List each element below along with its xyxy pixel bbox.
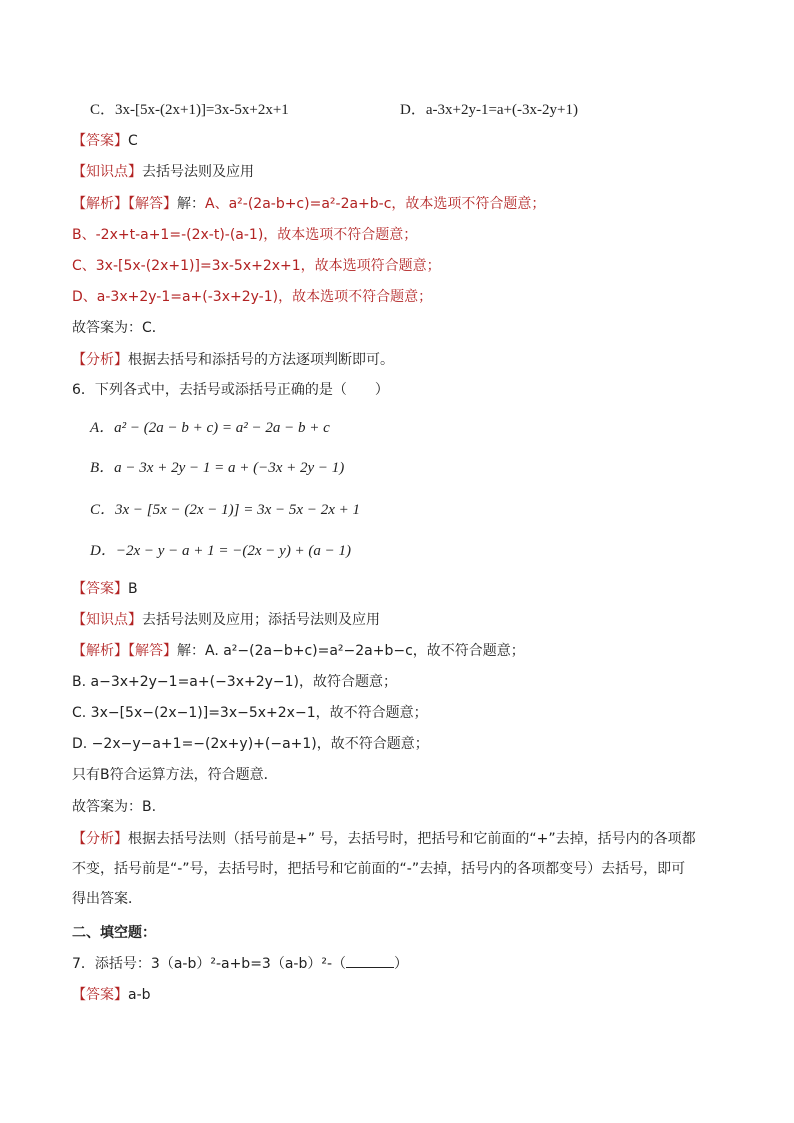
q5-analysis-header: [72, 194, 545, 214]
analysis-intro: 解：: [177, 196, 205, 212]
answer-value: C: [128, 133, 138, 149]
analysis-a: A、a²-(2a-b+c)=a²-2a+b-c，故本选项不符合题意；: [205, 196, 546, 212]
q6-option-b: B．a − 3x + 2y − 1 = a + (−3x + 2y − 1): [90, 460, 345, 476]
q6-option-c: C．3x − [5x − (2x − 1)] = 3x − 5x − 2x + 1: [90, 502, 360, 518]
q6-analysis-d: D. −2x−y−a+1=−(2x+y)+(−a+1)，故不符合题意；: [72, 736, 429, 752]
method-label: 【分析】: [72, 831, 128, 847]
q6-option-d: D．−2x − y − a + 1 = −(2x − y) + (a − 1): [90, 543, 352, 559]
method-label: 【分析】: [72, 352, 128, 368]
analysis-label: 【解析】【解答】: [72, 643, 177, 659]
knowledge-value: 去括号法则及应用: [142, 164, 254, 180]
knowledge-value: 去括号法则及应用；添括号法则及应用: [142, 612, 380, 628]
answer-value: a-b: [128, 987, 151, 1003]
answer-value: B: [128, 581, 138, 597]
q6-analysis-b: B. a−3x+2y−1=a+(−3x+2y−1)，故符合题意；: [72, 674, 398, 690]
answer-label: 【答案】: [72, 133, 128, 149]
q5-answer: [72, 131, 138, 151]
q5-analysis-d: D、a-3x+2y-1=a+(-3x+2y-1)，故本选项不符合题意；: [72, 289, 433, 305]
q6-knowledge: [72, 610, 380, 630]
q5-conclusion: 故答案为：C．: [72, 320, 166, 336]
q6-option-a: A．a² − (2a − b + c) = a² − 2a − b + c: [90, 420, 330, 436]
q7-stem: [72, 954, 408, 974]
q6-method: [72, 829, 696, 849]
q5-analysis-b: B、-2x+t-a+1=-(2x-t)-(a-1)，故本选项不符合题意；: [72, 227, 418, 243]
answer-label: 【答案】: [72, 581, 128, 597]
q5-option-c: C．3x-[5x-(2x+1)]=3x-5x+2x+1: [90, 102, 289, 118]
method-line1: 根据去括号法则（括号前是+” 号，去括号时，把括号和它前面的“+”去掉，括号内的各项都: [128, 831, 696, 847]
q6-answer: [72, 579, 138, 599]
q7-stem-after: ）: [394, 956, 409, 972]
q5-knowledge: [72, 162, 254, 182]
q6-conclusion: 故答案为：B.: [72, 799, 157, 815]
q5-method: [72, 350, 394, 370]
analysis-label: 【解析】【解答】: [72, 196, 177, 212]
analysis-intro: 解：A. a²−(2a−b+c)=a²−2a+b−c，故不符合题意；: [177, 643, 525, 659]
q5-option-d: D．a-3x+2y-1=a+(-3x-2y+1): [400, 102, 578, 118]
q6-method-line2: 不变，括号前是“-”号，去括号时，把括号和它前面的“-”去掉，括号内的各项都变号）去括号，即可: [72, 861, 686, 877]
q6-method-line3: 得出答案．: [72, 891, 142, 907]
q6-only-b: 只有B符合运算方法，符合题意．: [72, 767, 278, 783]
knowledge-label: 【知识点】: [72, 612, 142, 628]
fill-blank[interactable]: [346, 955, 394, 968]
section-title: 二、填空题：: [72, 925, 156, 941]
method-value: 根据去括号和添括号的方法逐项判断即可。: [128, 352, 394, 368]
answer-label: 【答案】: [72, 987, 128, 1003]
q6-stem: 6．下列各式中，去括号或添括号正确的是（ ）: [72, 382, 389, 398]
knowledge-label: 【知识点】: [72, 164, 142, 180]
q6-analysis-c: C. 3x−[5x−(2x−1)]=3x−5x+2x−1，故不符合题意；: [72, 705, 428, 721]
q7-stem-before: 7．添括号：3（a-b）²-a+b=3（a-b）²-（: [72, 956, 347, 972]
q7-answer: [72, 985, 151, 1005]
q5-analysis-c: C、3x-[5x-(2x+1)]=3x-5x+2x+1，故本选项符合题意；: [72, 258, 441, 274]
q6-analysis-header: [72, 641, 525, 661]
